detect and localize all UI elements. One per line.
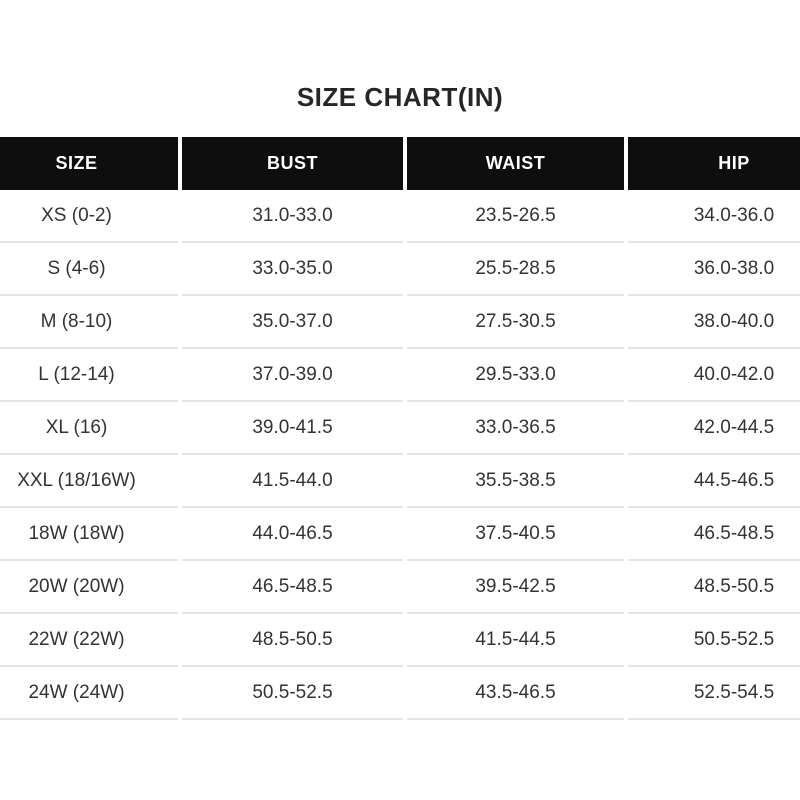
hip-cell: 42.0-44.5 (628, 402, 800, 455)
hip-cell: 40.0-42.0 (628, 349, 800, 402)
bust-cell: 31.0-33.0 (182, 190, 403, 243)
hip-cell: 52.5-54.5 (628, 667, 800, 720)
bust-cell: 44.0-46.5 (182, 508, 403, 561)
bust-cell: 39.0-41.5 (182, 402, 403, 455)
column-header-size: SIZE (0, 137, 178, 190)
waist-cell: 39.5-42.5 (407, 561, 624, 614)
size-cell: 18W (18W) (0, 508, 178, 561)
bust-cell: 41.5-44.0 (182, 455, 403, 508)
waist-cell: 25.5-28.5 (407, 243, 624, 296)
size-cell: S (4-6) (0, 243, 178, 296)
bust-cell: 46.5-48.5 (182, 561, 403, 614)
column-header-waist: WAIST (407, 137, 624, 190)
hip-cell: 38.0-40.0 (628, 296, 800, 349)
bust-cell: 33.0-35.0 (182, 243, 403, 296)
size-cell: 20W (20W) (0, 561, 178, 614)
bust-cell: 37.0-39.0 (182, 349, 403, 402)
size-cell: 22W (22W) (0, 614, 178, 667)
hip-cell: 48.5-50.5 (628, 561, 800, 614)
hip-cell: 36.0-38.0 (628, 243, 800, 296)
size-cell: M (8-10) (0, 296, 178, 349)
waist-cell: 43.5-46.5 (407, 667, 624, 720)
bust-cell: 48.5-50.5 (182, 614, 403, 667)
waist-cell: 37.5-40.5 (407, 508, 624, 561)
bust-cell: 50.5-52.5 (182, 667, 403, 720)
size-cell: XXL (18/16W) (0, 455, 178, 508)
size-cell: XS (0-2) (0, 190, 178, 243)
hip-cell: 46.5-48.5 (628, 508, 800, 561)
waist-cell: 29.5-33.0 (407, 349, 624, 402)
waist-cell: 35.5-38.5 (407, 455, 624, 508)
size-chart-table (0, 137, 800, 720)
waist-cell: 33.0-36.5 (407, 402, 624, 455)
hip-cell: 50.5-52.5 (628, 614, 800, 667)
bust-cell: 35.0-37.0 (182, 296, 403, 349)
waist-cell: 27.5-30.5 (407, 296, 624, 349)
size-cell: 24W (24W) (0, 667, 178, 720)
page-title: SIZE CHART(IN) (296, 82, 504, 112)
waist-cell: 41.5-44.5 (407, 614, 624, 667)
waist-cell: 23.5-26.5 (407, 190, 624, 243)
column-header-bust: BUST (182, 137, 403, 190)
size-cell: XL (16) (0, 402, 178, 455)
column-header-hip: HIP (628, 137, 800, 190)
hip-cell: 34.0-36.0 (628, 190, 800, 243)
size-cell: L (12-14) (0, 349, 178, 402)
hip-cell: 44.5-46.5 (628, 455, 800, 508)
